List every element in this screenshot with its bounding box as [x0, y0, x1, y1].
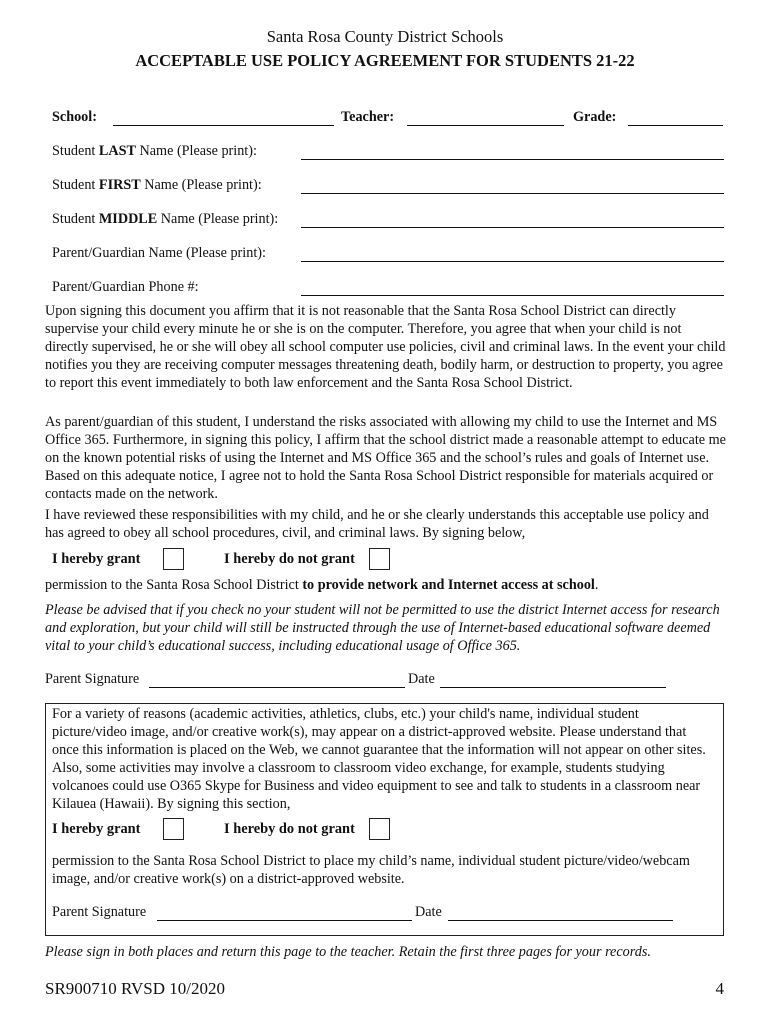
parent-phone-field[interactable]: [301, 295, 724, 296]
paragraph-responsibilities: I have reviewed these responsibilities with my child, and he or she clearly understands this acceptable use policy and has agreed to obey all school procedures, civil, and criminal laws. By signing below,: [45, 507, 709, 541]
student-last-name-label: Student LAST Name (Please print):: [52, 143, 257, 159]
closing-note: Please sign in both places and return this page to the teacher. Retain the first three pages for your records.: [45, 944, 651, 960]
student-middle-name-field[interactable]: [301, 227, 724, 228]
grade-field[interactable]: [628, 125, 723, 126]
student-last-name-field[interactable]: [301, 159, 724, 160]
parent-name-label: Parent/Guardian Name (Please print):: [52, 245, 266, 261]
teacher-label: Teacher:: [341, 109, 395, 125]
media-date-field[interactable]: [448, 920, 673, 921]
internet-notice: Please be advised that if you check no your student will not be permitted to use the district Internet access for research and exploration, but your child will still be instructed through the use of Internet-based educational software deemed vital to your child’s educational success, including educational usage of Office 365.: [45, 602, 720, 654]
student-middle-name-label: Student MIDDLE Name (Please print):: [52, 211, 279, 227]
internet-grant-label: I hereby grant: [52, 551, 141, 567]
media-signature-field[interactable]: [157, 920, 412, 921]
media-deny-checkbox[interactable]: [369, 818, 390, 840]
district-name: Santa Rosa County District Schools: [266, 27, 504, 46]
parent-signature-label: Parent Signature: [45, 671, 140, 687]
school-label: School:: [52, 109, 97, 125]
paragraph-supervision: Upon signing this document you affirm that it is not reasonable that the Santa Rosa School District can directly supervise your child every minute he or she is on the computer. Therefore, you agree that when your child is not directly supervised, he or she will obey all school computer use policies, civil and criminal laws. In the event your child notifies you they are receiving computer messages threatening death, bodily harm, or destruction to property, you agree to report this event immediately to both law enforcement and the Santa Rosa School District.: [45, 303, 726, 391]
document-title: ACCEPTABLE USE POLICY AGREEMENT FOR STUDENTS 21-22: [135, 51, 635, 70]
signature-date-label: Date: [408, 671, 435, 687]
media-deny-label: I hereby do not grant: [224, 821, 355, 837]
page-number: 4: [715, 979, 724, 998]
media-grant-checkbox[interactable]: [163, 818, 184, 840]
form-number: SR900710 RVSD 10/2020: [45, 979, 226, 998]
media-permission-text: permission to the Santa Rosa School District to place my child’s name, individual student picture/video/webcam image, and/or creative work(s) on a district-approved website.: [52, 853, 690, 887]
internet-deny-checkbox[interactable]: [369, 548, 390, 570]
parent-phone-label: Parent/Guardian Phone #:: [52, 279, 199, 295]
teacher-field[interactable]: [407, 125, 564, 126]
internet-deny-label: I hereby do not grant: [224, 551, 355, 567]
media-grant-label: I hereby grant: [52, 821, 141, 837]
media-signature-label: Parent Signature: [52, 904, 147, 920]
internet-grant-checkbox[interactable]: [163, 548, 184, 570]
internet-permission-text: permission to the Santa Rosa School District to provide network and Internet access at school.: [45, 577, 599, 593]
parent-signature-field[interactable]: [149, 687, 405, 688]
student-first-name-label: Student FIRST Name (Please print):: [52, 177, 262, 193]
student-first-name-field[interactable]: [301, 193, 724, 194]
signature-date-field[interactable]: [440, 687, 666, 688]
grade-label: Grade:: [573, 109, 617, 125]
media-date-label: Date: [415, 904, 442, 920]
school-field[interactable]: [113, 125, 334, 126]
media-consent-text: For a variety of reasons (academic activities, athletics, clubs, etc.) your child's name, individual student picture/video image, and/or creative work(s), may appear on a district-approved website. Please understand that once this information is placed on the Web, we cannot guarantee that the information will not appear on other sites. Also, some activities may involve a classroom to classroom video exchange, for example, students studying volcanoes could use O365 Skype for Business and video equipment to see and talk to students in a classroom near Kilauea (Hawaii). By signing this section,: [52, 706, 706, 812]
paragraph-risks: As parent/guardian of this student, I understand the risks associated with allowing my child to use the Internet and MS Office 365. Furthermore, in signing this policy, I affirm that the school district made a reasonable attempt to educate me on the known potential risks of using the Internet and MS Office 365 and the school’s rules and goals of Internet use. Based on this adequate notice, I agree not to hold the Santa Rosa School District responsible for materials acquired or contacts made on the network.: [45, 414, 726, 502]
parent-name-field[interactable]: [301, 261, 724, 262]
